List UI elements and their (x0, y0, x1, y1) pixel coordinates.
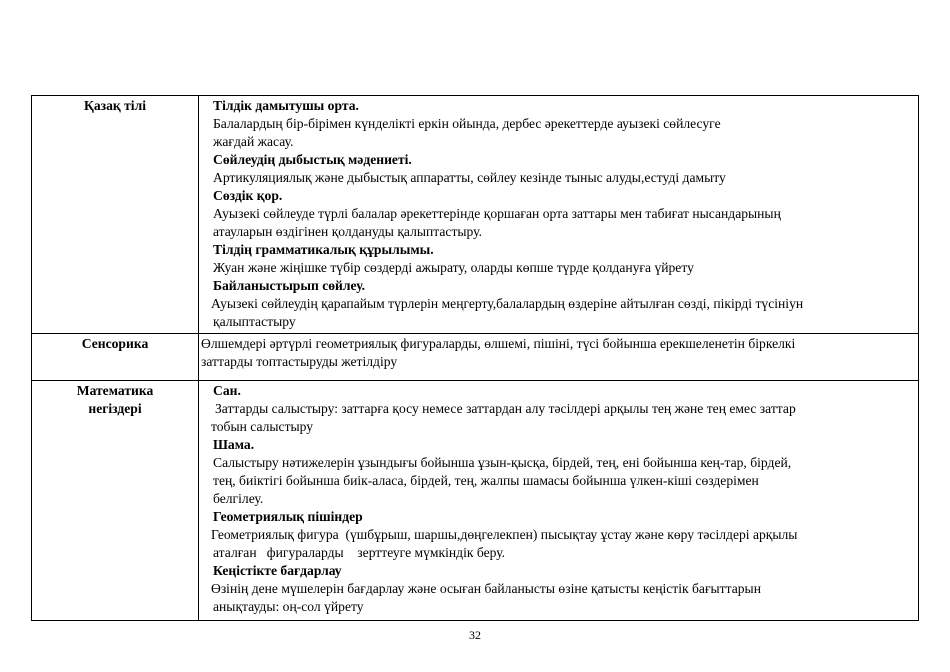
text-line: Балалардың бір-бірімен күнделікті еркін ойында, дербес әрекеттерде ауызекі сөйлесуге (213, 116, 721, 131)
section-heading: Кеңістікте бағдарлау (213, 563, 342, 578)
subject-label: негіздері (88, 401, 142, 416)
text-line: Өзінің дене мүшелерін бағдарлау және осыған байланысты өзіне қатысты кеңістік бағыттарын (211, 581, 761, 596)
section-heading: Сан. (213, 383, 241, 398)
content-cell (199, 334, 919, 381)
section-heading: Шама. (213, 437, 255, 452)
text-line: аталған фигураларды зерттеуге мүмкіндік беру. (213, 545, 506, 560)
subject-label: Қазақ тілі (83, 98, 146, 113)
curriculum-table (31, 95, 919, 621)
section-heading: Байланыстырып сөйлеу. (213, 278, 366, 293)
text-line: жағдай жасау. (213, 134, 294, 149)
text-line: Өлшемдері әртүрлі геометриялық фигураларды, өлшемі, пішіні, түсі бойынша ерекшеленетін біркелкі (201, 336, 796, 351)
text-line: тобын салыстыру (211, 419, 314, 434)
table-row (32, 381, 919, 621)
content-cell (199, 381, 919, 621)
table-row (32, 334, 919, 381)
text-line: Заттарды салыстыру: заттарға қосу немесе заттардан алу тәсілдері арқылы тең және тең емес заттар (215, 401, 796, 416)
text-line: анықтауды: оң-сол үйрету (213, 599, 364, 614)
text-line: Ауызекі сөйлеудің қарапайым түрлерін меңгерту,балалардың өздеріне айтылған сөзді, пікірді түсініун (211, 296, 804, 311)
text-line: Жуан және жіңішке түбір сөздерді ажырату, оларды көпше түрде қолдануға үйрету (213, 260, 694, 275)
section-heading: Сөйлеудің дыбыстық мәдениеті. (213, 152, 412, 167)
subject-label: Математика (76, 383, 154, 398)
text-line: Геометриялық фигура (үшбұрыш, шаршы,дөңгелекпен) пысықтау ұстау және көру тәсілдері арқылы (211, 527, 798, 542)
content-cell (199, 96, 919, 334)
text-line: атауларын өздігінен қолдануды қалыптастыру. (213, 224, 482, 239)
subject-cell (32, 381, 199, 621)
subject-cell (32, 334, 199, 381)
text-line: тең, биіктігі бойынша биік-аласа, бірдей, тең, жалпы шамасы бойынша үлкен-кіші сөздерімен (213, 473, 759, 488)
subject-label: Сенсорика (81, 336, 149, 351)
page-number: 32 (469, 628, 481, 642)
section-heading: Тілдің грамматикалық құрылымы. (213, 242, 434, 257)
text-line: Ауызекі сөйлеуде түрлі балалар әрекеттерінде қоршаған орта заттары мен табиғат нысандарының (213, 206, 781, 221)
text-line: Салыстыру нәтижелерін ұзындығы бойынша ұзын-қысқа, бірдей, тең, ені бойынша кең-тар, бірдей, (213, 455, 792, 470)
section-heading: Сөздік қор. (213, 188, 283, 203)
subject-cell (32, 96, 199, 334)
table-row (32, 96, 919, 334)
text-line: заттарды топтастыруды жетілдіру (201, 354, 398, 369)
text-line: Артикуляциялық және дыбыстық аппаратты, сөйлеу кезінде тыныс алуды,естуді дамыту (213, 170, 726, 185)
section-heading: Тілдік дамытушы орта. (213, 98, 359, 113)
section-heading: Геометриялық пішіндер (213, 509, 363, 524)
text-line: белгілеу. (213, 491, 264, 506)
text-line: қалыптастыру (213, 314, 296, 329)
